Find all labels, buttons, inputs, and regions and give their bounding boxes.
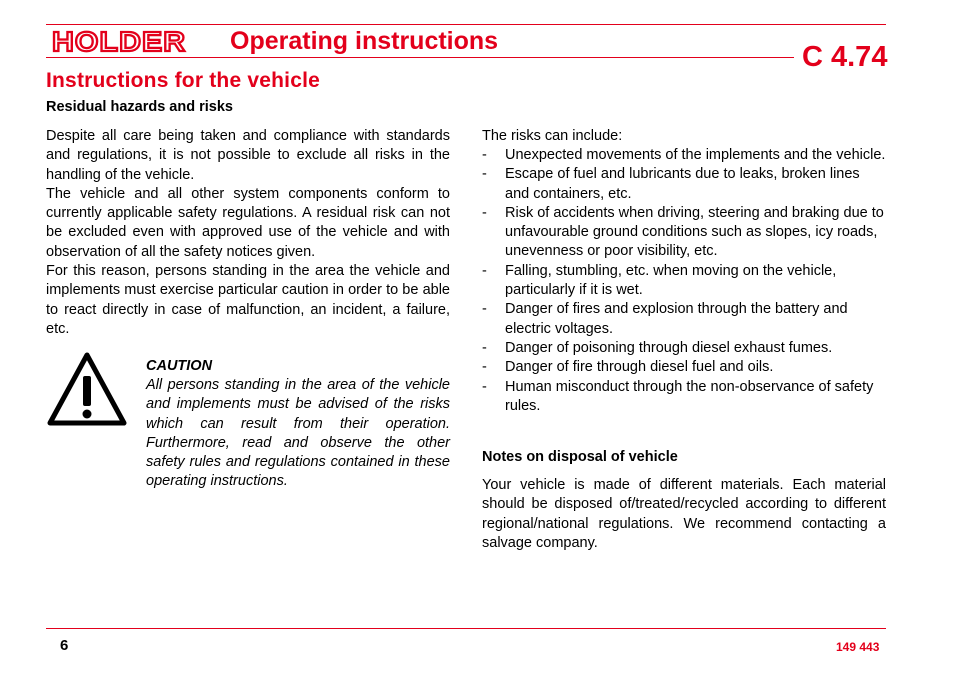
list-item: - Escape of fuel and lubricants due to leaks, broken lines and containers, etc. bbox=[482, 166, 860, 202]
risk-text: Unexpected movements of the implements and the vehicle. bbox=[505, 147, 886, 163]
warning-triangle-icon bbox=[46, 350, 128, 428]
disposal-text: Your vehicle is made of different materials. Each material should be disposed of/treated/recycled according to different regional/national regulations. We recommend contacting a salvage company. bbox=[482, 477, 886, 551]
list-item: - Risk of accidents when driving, steering and braking due to unfavourable ground conditions such as slopes, icy roads, unevenness or poor visibility, etc. bbox=[482, 204, 884, 260]
residual-hazards-text bbox=[46, 127, 450, 339]
section-title: Instructions for the vehicle bbox=[46, 69, 320, 92]
header-top-rule bbox=[46, 24, 886, 25]
risk-text: Danger of poisoning through diesel exhaust fumes. bbox=[505, 339, 833, 356]
paragraph: For this reason, persons standing in the area the vehicle and implements must exercise particular caution in order to be able to react directly in case of malfunction, an incident, a failure, etc. bbox=[46, 263, 450, 337]
document-number: 149 443 bbox=[836, 640, 880, 654]
residual-hazards-heading: Residual hazards and risks bbox=[46, 99, 233, 115]
risk-text: Danger of fire through diesel fuel and oils. bbox=[505, 359, 774, 376]
caution-title: CAUTION bbox=[146, 358, 213, 374]
list-item: - Unexpected movements of the implements and the vehicle. bbox=[482, 147, 886, 163]
list-item: - Danger of fire through diesel fuel and oils. bbox=[482, 359, 774, 376]
list-item: - Falling, stumbling, etc. when moving on the vehicle, particularly if it is wet. bbox=[482, 262, 837, 299]
risk-text: Human misconduct through the non-observance of safety rules. bbox=[505, 378, 874, 414]
risk-text: Escape of fuel and lubricants due to leaks, broken lines and containers, etc. bbox=[505, 166, 860, 202]
paragraph: The vehicle and all other system components conform to currently applicable safety regulations. A residual risk can not be excluded even with approved use of the vehicle and with observation of all the safety notices given. bbox=[46, 185, 450, 260]
risk-text: Falling, stumbling, etc. when moving on the vehicle, particularly if it is wet. bbox=[505, 262, 837, 299]
risks-list bbox=[482, 146, 886, 416]
list-item: - Danger of poisoning through diesel exhaust fumes. bbox=[482, 339, 833, 356]
document-title: Operating instructions bbox=[230, 27, 499, 55]
risk-text: Risk of accidents when driving, steering and braking due to unfavourable ground conditions such as slopes, icy roads, unevenness or poor visibility, etc. bbox=[505, 204, 884, 260]
section-code: C 4.74 bbox=[802, 41, 888, 73]
disposal-heading: Notes on disposal of vehicle bbox=[482, 449, 678, 465]
caution-text: All persons standing in the area of the vehicle and implements must be advised of the risks which can result from their operation. Furthermore, read and observe the other safety rules and regulations contained in these operating instructions. bbox=[146, 377, 450, 490]
risk-text: Danger of fires and explosion through the battery and electric voltages. bbox=[505, 301, 848, 337]
risks-intro: The risks can include: bbox=[482, 128, 623, 144]
list-item: - Human misconduct through the non-observance of safety rules. bbox=[482, 378, 874, 414]
header-bottom-rule bbox=[46, 57, 794, 58]
page-number: 6 bbox=[60, 637, 69, 654]
list-item: - Danger of fires and explosion through the battery and electric voltages. bbox=[482, 301, 848, 337]
paragraph: Despite all care being taken and compliance with standards and regulations, it is not possible to exclude all risks in the handling of the vehicle. bbox=[46, 128, 450, 183]
footer-rule bbox=[46, 628, 886, 629]
holder-logo: HOLDER bbox=[52, 26, 187, 57]
